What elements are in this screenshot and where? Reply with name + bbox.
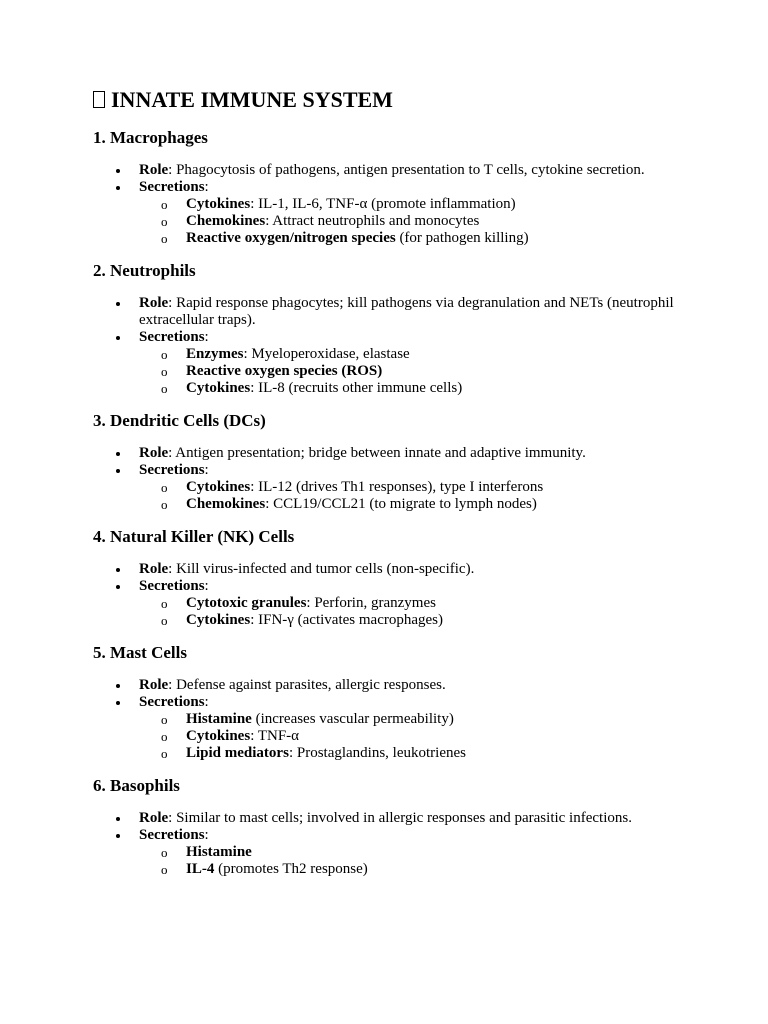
secretion-name: Chemokines xyxy=(186,213,266,229)
bullet-icon xyxy=(116,302,120,306)
secretion-name: Histamine xyxy=(186,711,252,727)
role-bullet xyxy=(93,677,733,694)
secretions-colon: : xyxy=(204,578,209,594)
bullet-list xyxy=(93,810,733,878)
secretion-detail: : Perforin, granzymes xyxy=(306,595,436,611)
sub-bullet-icon: o xyxy=(161,596,168,611)
secretions-list xyxy=(139,479,733,513)
secretion-item xyxy=(139,479,733,496)
secretion-name: Chemokines xyxy=(186,496,266,512)
section xyxy=(93,526,733,629)
bullet-icon xyxy=(116,169,120,173)
sub-bullet-icon: o xyxy=(161,497,168,512)
sub-bullet-icon: o xyxy=(161,862,168,877)
secretion-item xyxy=(139,230,733,247)
secretions-list xyxy=(139,711,733,762)
role-bullet xyxy=(93,810,733,827)
secretion-name: Cytokines xyxy=(186,728,251,744)
secretion-name: Cytokines xyxy=(186,479,251,495)
missing-glyph-icon xyxy=(93,91,105,108)
secretion-name: Cytokines xyxy=(186,196,251,212)
secretion-name: IL-4 xyxy=(186,861,215,877)
secretions-list xyxy=(139,844,733,878)
sub-bullet-icon: o xyxy=(161,381,168,396)
role-bullet xyxy=(93,445,733,462)
role-bullet xyxy=(93,162,733,179)
role-label: Role xyxy=(139,677,169,693)
document-title xyxy=(93,86,733,114)
secretion-detail: : IFN-γ (activates macrophages) xyxy=(250,612,443,628)
bullet-icon xyxy=(116,186,120,190)
secretion-name: Enzymes xyxy=(186,346,244,362)
secretion-item xyxy=(139,363,733,380)
role-label: Role xyxy=(139,445,169,461)
secretion-detail: (promotes Th2 response) xyxy=(214,861,368,877)
secretion-detail: : IL-8 (recruits other immune cells) xyxy=(250,380,463,396)
secretions-colon: : xyxy=(204,462,209,478)
bullet-list xyxy=(93,677,733,762)
section-heading: 1. Macrophages xyxy=(93,128,208,147)
secretions-bullet xyxy=(93,462,733,513)
role-text: : Defense against parasites, allergic responses. xyxy=(168,677,446,693)
secretion-item xyxy=(139,346,733,363)
role-label: Role xyxy=(139,561,169,577)
bullet-icon xyxy=(116,469,120,473)
secretions-bullet xyxy=(93,329,733,397)
role-label: Role xyxy=(139,162,169,178)
sub-bullet-icon: o xyxy=(161,214,168,229)
secretions-list xyxy=(139,346,733,397)
secretions-bullet xyxy=(93,694,733,762)
role-text: : Rapid response phagocytes; kill pathogens via degranulation and NETs (neutrophil extracellular traps). xyxy=(139,295,674,328)
secretions-label: Secretions xyxy=(139,179,205,195)
section xyxy=(93,260,733,397)
secretions-label: Secretions xyxy=(139,462,205,478)
sub-bullet-icon: o xyxy=(161,746,168,761)
document-page xyxy=(93,86,733,891)
document-title-text: INNATE IMMUNE SYSTEM xyxy=(111,87,393,112)
secretions-bullet xyxy=(93,578,733,629)
secretion-detail: : TNF-α xyxy=(250,728,300,744)
secretion-detail: : CCL19/CCL21 (to migrate to lymph nodes) xyxy=(265,496,537,512)
bullet-list xyxy=(93,561,733,629)
role-label: Role xyxy=(139,295,169,311)
section xyxy=(93,127,733,247)
sub-bullet-icon: o xyxy=(161,347,168,362)
secretion-item xyxy=(139,711,733,728)
secretions-colon: : xyxy=(204,179,209,195)
bullet-icon xyxy=(116,568,120,572)
bullet-icon xyxy=(116,817,120,821)
secretions-list xyxy=(139,196,733,247)
sub-bullet-icon: o xyxy=(161,480,168,495)
secretion-item xyxy=(139,745,733,762)
role-bullet xyxy=(93,561,733,578)
sub-bullet-icon: o xyxy=(161,197,168,212)
bullet-icon xyxy=(116,585,120,589)
secretion-name: Reactive oxygen/nitrogen species xyxy=(186,230,396,246)
secretions-label: Secretions xyxy=(139,694,205,710)
secretions-colon: : xyxy=(204,827,209,843)
bullet-list xyxy=(93,445,733,513)
secretions-label: Secretions xyxy=(139,827,205,843)
bullet-icon xyxy=(116,684,120,688)
role-text: : Similar to mast cells; involved in allergic responses and parasitic infections. xyxy=(168,810,632,826)
sub-bullet-icon: o xyxy=(161,364,168,379)
secretion-detail: (for pathogen killing) xyxy=(395,230,529,246)
secretion-name: Lipid mediators xyxy=(186,745,289,761)
bullet-list xyxy=(93,295,733,397)
section-heading: 3. Dendritic Cells (DCs) xyxy=(93,411,266,430)
secretion-item xyxy=(139,213,733,230)
secretion-item xyxy=(139,728,733,745)
secretion-item xyxy=(139,612,733,629)
secretion-detail: : Prostaglandins, leukotrienes xyxy=(288,745,466,761)
secretion-item xyxy=(139,496,733,513)
bullet-icon xyxy=(116,336,120,340)
role-text: : Kill virus-infected and tumor cells (non-specific). xyxy=(168,561,475,577)
secretion-item xyxy=(139,844,733,861)
sub-bullet-icon: o xyxy=(161,845,168,860)
secretions-bullet xyxy=(93,179,733,247)
secretion-detail: (increases vascular permeability) xyxy=(251,711,454,727)
sub-bullet-icon: o xyxy=(161,613,168,628)
sub-bullet-icon: o xyxy=(161,729,168,744)
role-text: : Phagocytosis of pathogens, antigen presentation to T cells, cytokine secretion. xyxy=(168,162,645,178)
secretion-name: Cytotoxic granules xyxy=(186,595,307,611)
secretion-name: Cytokines xyxy=(186,380,251,396)
secretions-list xyxy=(139,595,733,629)
section-heading: 4. Natural Killer (NK) Cells xyxy=(93,527,295,546)
secretion-detail: : IL-1, IL-6, TNF-α (promote inflammation) xyxy=(250,196,516,212)
secretions-colon: : xyxy=(204,329,209,345)
bullet-icon xyxy=(116,701,120,705)
sub-bullet-icon: o xyxy=(161,712,168,727)
secretions-bullet xyxy=(93,827,733,878)
secretion-detail: : Myeloperoxidase, elastase xyxy=(243,346,410,362)
secretion-item xyxy=(139,595,733,612)
section-heading: 2. Neutrophils xyxy=(93,261,196,280)
section-heading: 5. Mast Cells xyxy=(93,643,187,662)
sub-bullet-icon: o xyxy=(161,231,168,246)
secretion-item xyxy=(139,380,733,397)
section xyxy=(93,642,733,762)
secretions-label: Secretions xyxy=(139,578,205,594)
bullet-icon xyxy=(116,452,120,456)
secretions-colon: : xyxy=(204,694,209,710)
secretion-detail: : Attract neutrophils and monocytes xyxy=(265,213,480,229)
secretion-item xyxy=(139,861,733,878)
secretion-detail: : IL-12 (drives Th1 responses), type I interferons xyxy=(250,479,544,495)
role-text: : Antigen presentation; bridge between innate and adaptive immunity. xyxy=(168,445,586,461)
secretion-name: Cytokines xyxy=(186,612,251,628)
section xyxy=(93,775,733,878)
section xyxy=(93,410,733,513)
secretion-name: Reactive oxygen species (ROS) xyxy=(186,363,383,379)
bullet-icon xyxy=(116,834,120,838)
role-bullet xyxy=(93,295,733,329)
bullet-list xyxy=(93,162,733,247)
role-label: Role xyxy=(139,810,169,826)
secretions-label: Secretions xyxy=(139,329,205,345)
secretion-name: Histamine xyxy=(186,844,252,860)
secretion-item xyxy=(139,196,733,213)
sections-container xyxy=(93,127,733,878)
section-heading: 6. Basophils xyxy=(93,776,180,795)
